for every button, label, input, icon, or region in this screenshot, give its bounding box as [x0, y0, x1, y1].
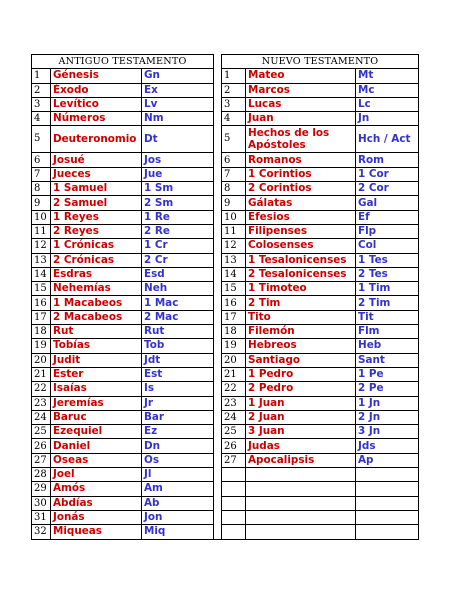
old-book-name: 1 Macabeos — [51, 296, 142, 310]
table-row — [32, 339, 419, 353]
old-book-name: 2 Reyes — [51, 224, 142, 238]
table-row — [32, 112, 419, 126]
old-book-number: 6 — [32, 153, 51, 167]
column-gap — [214, 396, 222, 410]
new-book-name: Filemón — [246, 325, 356, 339]
new-book-abbr: 2 Pe — [356, 382, 419, 396]
table-row — [32, 239, 419, 253]
new-book-number: 16 — [222, 296, 246, 310]
old-book-abbr: Am — [142, 482, 214, 496]
empty-cell — [356, 468, 419, 482]
new-book-number: 10 — [222, 210, 246, 224]
old-book-name: Isaías — [51, 382, 142, 396]
empty-cell — [356, 525, 419, 539]
old-book-name: 1 Samuel — [51, 182, 142, 196]
old-book-number: 13 — [32, 253, 51, 267]
old-book-abbr: Jon — [142, 510, 214, 524]
new-book-name: Filipenses — [246, 224, 356, 238]
old-book-number: 29 — [32, 482, 51, 496]
new-book-number: 1 — [222, 69, 246, 83]
old-book-abbr: 2 Cr — [142, 253, 214, 267]
old-book-name: Oseas — [51, 453, 142, 467]
old-book-name: Amós — [51, 482, 142, 496]
column-gap — [214, 282, 222, 296]
old-book-abbr: Lv — [142, 97, 214, 111]
new-book-name: 1 Timoteo — [246, 282, 356, 296]
column-gap — [214, 267, 222, 281]
old-book-number: 22 — [32, 382, 51, 396]
table-row — [32, 167, 419, 181]
new-book-name: 2 Pedro — [246, 382, 356, 396]
column-gap — [214, 55, 222, 69]
old-book-name: Ezequiel — [51, 425, 142, 439]
table-row — [32, 253, 419, 267]
old-book-number: 21 — [32, 367, 51, 381]
column-gap — [214, 482, 222, 496]
table-row — [32, 267, 419, 281]
old-book-name: Nehemías — [51, 282, 142, 296]
empty-cell — [222, 482, 246, 496]
old-book-abbr: 1 Mac — [142, 296, 214, 310]
table-row — [32, 468, 419, 482]
table-row — [32, 453, 419, 467]
column-gap — [214, 69, 222, 83]
column-gap — [214, 224, 222, 238]
column-gap — [214, 367, 222, 381]
table-row — [32, 282, 419, 296]
new-book-name: Tito — [246, 310, 356, 324]
new-book-number: 20 — [222, 353, 246, 367]
old-book-number: 32 — [32, 525, 51, 539]
new-book-number: 14 — [222, 267, 246, 281]
old-book-abbr: Ez — [142, 425, 214, 439]
old-book-name: 2 Crónicas — [51, 253, 142, 267]
old-book-name: 1 Crónicas — [51, 239, 142, 253]
new-book-abbr: Rom — [356, 153, 419, 167]
empty-cell — [246, 482, 356, 496]
old-book-name: Josué — [51, 153, 142, 167]
new-book-abbr: Mt — [356, 69, 419, 83]
new-book-name: 2 Juan — [246, 410, 356, 424]
old-book-name: Joel — [51, 468, 142, 482]
books-table-body — [32, 55, 419, 540]
empty-cell — [222, 525, 246, 539]
column-gap — [214, 126, 222, 153]
table-row — [32, 425, 419, 439]
table-row — [32, 439, 419, 453]
old-book-abbr: Jr — [142, 396, 214, 410]
old-book-abbr: 1 Sm — [142, 182, 214, 196]
new-book-number: 12 — [222, 239, 246, 253]
new-book-number: 15 — [222, 282, 246, 296]
new-book-name: Colosenses — [246, 239, 356, 253]
old-book-abbr: Miq — [142, 525, 214, 539]
new-book-abbr: 3 Jn — [356, 425, 419, 439]
column-gap — [214, 325, 222, 339]
new-book-abbr: Mc — [356, 83, 419, 97]
new-book-abbr: 1 Jn — [356, 396, 419, 410]
old-book-number: 19 — [32, 339, 51, 353]
table-row — [32, 510, 419, 524]
old-book-abbr: Bar — [142, 410, 214, 424]
old-book-abbr: Rut — [142, 325, 214, 339]
new-book-abbr: Lc — [356, 97, 419, 111]
old-book-abbr: Jl — [142, 468, 214, 482]
column-gap — [214, 253, 222, 267]
old-book-abbr: Jos — [142, 153, 214, 167]
old-book-abbr: 2 Re — [142, 224, 214, 238]
old-book-name: Éxodo — [51, 83, 142, 97]
old-book-number: 27 — [32, 453, 51, 467]
new-testament-header: NUEVO TESTAMENTO — [222, 55, 419, 69]
table-row — [32, 97, 419, 111]
new-book-abbr: Hch / Act — [356, 126, 419, 153]
new-book-name: Juan — [246, 112, 356, 126]
new-book-name: 1 Juan — [246, 396, 356, 410]
new-book-abbr: Sant — [356, 353, 419, 367]
old-book-name: Jeremías — [51, 396, 142, 410]
new-book-number: 27 — [222, 453, 246, 467]
new-book-number: 19 — [222, 339, 246, 353]
old-book-number: 17 — [32, 310, 51, 324]
column-gap — [214, 468, 222, 482]
old-book-abbr: Neh — [142, 282, 214, 296]
new-book-name: 2 Tim — [246, 296, 356, 310]
empty-cell — [246, 496, 356, 510]
table-row — [32, 296, 419, 310]
new-book-name: Lucas — [246, 97, 356, 111]
table-row — [32, 224, 419, 238]
table-row — [32, 396, 419, 410]
new-book-name: Marcos — [246, 83, 356, 97]
new-book-name: 2 Corintios — [246, 182, 356, 196]
table-row — [32, 126, 419, 153]
empty-cell — [222, 468, 246, 482]
column-gap — [214, 182, 222, 196]
new-book-name: Apocalipsis — [246, 453, 356, 467]
old-book-name: 1 Reyes — [51, 210, 142, 224]
empty-cell — [356, 482, 419, 496]
old-book-name: Números — [51, 112, 142, 126]
empty-cell — [356, 496, 419, 510]
column-gap — [214, 410, 222, 424]
column-gap — [214, 310, 222, 324]
column-gap — [214, 496, 222, 510]
old-book-abbr: Ab — [142, 496, 214, 510]
new-book-abbr: 2 Jn — [356, 410, 419, 424]
new-book-number: 3 — [222, 97, 246, 111]
old-book-abbr: Dn — [142, 439, 214, 453]
old-book-number: 11 — [32, 224, 51, 238]
new-book-abbr: Flp — [356, 224, 419, 238]
column-gap — [214, 153, 222, 167]
column-gap — [214, 510, 222, 524]
column-gap — [214, 439, 222, 453]
new-book-name: 1 Pedro — [246, 367, 356, 381]
books-table — [31, 54, 419, 540]
column-gap — [214, 525, 222, 539]
old-book-abbr: Dt — [142, 126, 214, 153]
column-gap — [214, 339, 222, 353]
new-book-abbr: 2 Tes — [356, 267, 419, 281]
column-gap — [214, 167, 222, 181]
old-book-abbr: Jue — [142, 167, 214, 181]
new-book-abbr: Ef — [356, 210, 419, 224]
table-row — [32, 182, 419, 196]
new-book-abbr: 1 Tim — [356, 282, 419, 296]
old-book-name: Jueces — [51, 167, 142, 181]
new-book-name: 1 Tesalonicenses — [246, 253, 356, 267]
new-book-number: 13 — [222, 253, 246, 267]
old-book-abbr: Tob — [142, 339, 214, 353]
old-book-number: 7 — [32, 167, 51, 181]
old-book-number: 9 — [32, 196, 51, 210]
old-book-name: Levítico — [51, 97, 142, 111]
table-row — [32, 496, 419, 510]
old-book-abbr: 2 Sm — [142, 196, 214, 210]
old-book-name: Baruc — [51, 410, 142, 424]
table-row — [32, 367, 419, 381]
new-book-abbr: Ap — [356, 453, 419, 467]
new-book-name: Romanos — [246, 153, 356, 167]
old-book-name: Daniel — [51, 439, 142, 453]
old-book-number: 15 — [32, 282, 51, 296]
table-row — [32, 69, 419, 83]
new-book-name: 1 Corintios — [246, 167, 356, 181]
new-book-number: 24 — [222, 410, 246, 424]
new-book-number: 18 — [222, 325, 246, 339]
old-book-name: Ester — [51, 367, 142, 381]
new-book-number: 9 — [222, 196, 246, 210]
column-gap — [214, 97, 222, 111]
column-gap — [214, 239, 222, 253]
new-book-number: 17 — [222, 310, 246, 324]
old-book-number: 16 — [32, 296, 51, 310]
new-book-number: 6 — [222, 153, 246, 167]
table-row — [32, 525, 419, 539]
old-book-name: Rut — [51, 325, 142, 339]
new-book-abbr: 1 Cor — [356, 167, 419, 181]
new-book-name: 3 Juan — [246, 425, 356, 439]
old-book-number: 5 — [32, 126, 51, 153]
old-book-abbr: Ex — [142, 83, 214, 97]
old-book-name: Jonás — [51, 510, 142, 524]
new-book-abbr: 2 Cor — [356, 182, 419, 196]
new-book-name: Gálatas — [246, 196, 356, 210]
old-book-number: 30 — [32, 496, 51, 510]
new-book-abbr: Heb — [356, 339, 419, 353]
new-book-number: 11 — [222, 224, 246, 238]
empty-cell — [246, 525, 356, 539]
empty-cell — [246, 468, 356, 482]
table-row — [32, 482, 419, 496]
new-book-name: Efesios — [246, 210, 356, 224]
old-book-number: 28 — [32, 468, 51, 482]
old-book-number: 10 — [32, 210, 51, 224]
old-book-name: 2 Macabeos — [51, 310, 142, 324]
old-book-name: Génesis — [51, 69, 142, 83]
old-book-abbr: Is — [142, 382, 214, 396]
old-book-name: Abdías — [51, 496, 142, 510]
old-book-name: 2 Samuel — [51, 196, 142, 210]
table-row — [32, 353, 419, 367]
old-book-number: 20 — [32, 353, 51, 367]
new-book-number: 21 — [222, 367, 246, 381]
column-gap — [214, 210, 222, 224]
old-book-number: 8 — [32, 182, 51, 196]
old-book-abbr: 1 Cr — [142, 239, 214, 253]
old-book-number: 25 — [32, 425, 51, 439]
table-row — [32, 382, 419, 396]
new-book-abbr: 1 Tes — [356, 253, 419, 267]
new-book-number: 5 — [222, 126, 246, 153]
new-book-number: 4 — [222, 112, 246, 126]
column-gap — [214, 296, 222, 310]
column-gap — [214, 83, 222, 97]
table-row — [32, 153, 419, 167]
new-book-name: Judas — [246, 439, 356, 453]
old-book-name: Esdras — [51, 267, 142, 281]
new-book-number: 25 — [222, 425, 246, 439]
new-book-number: 7 — [222, 167, 246, 181]
old-book-name: Miqueas — [51, 525, 142, 539]
new-book-number: 22 — [222, 382, 246, 396]
new-book-name: Santiago — [246, 353, 356, 367]
old-book-number: 24 — [32, 410, 51, 424]
table-row — [32, 196, 419, 210]
new-book-abbr: Tit — [356, 310, 419, 324]
empty-cell — [222, 510, 246, 524]
old-book-abbr: 2 Mac — [142, 310, 214, 324]
new-book-abbr: Jds — [356, 439, 419, 453]
new-book-name: Mateo — [246, 69, 356, 83]
old-book-number: 12 — [32, 239, 51, 253]
table-row — [32, 210, 419, 224]
old-book-abbr: Os — [142, 453, 214, 467]
column-gap — [214, 196, 222, 210]
old-book-abbr: 1 Re — [142, 210, 214, 224]
empty-cell — [356, 510, 419, 524]
table-row — [32, 410, 419, 424]
new-book-number: 26 — [222, 439, 246, 453]
new-book-number: 23 — [222, 396, 246, 410]
new-book-name: Hebreos — [246, 339, 356, 353]
old-book-number: 3 — [32, 97, 51, 111]
new-book-name: Hechos de los Apóstoles — [246, 126, 356, 153]
old-book-number: 23 — [32, 396, 51, 410]
old-book-number: 14 — [32, 267, 51, 281]
empty-cell — [222, 496, 246, 510]
column-gap — [214, 112, 222, 126]
new-book-abbr: 1 Pe — [356, 367, 419, 381]
new-book-number: 2 — [222, 83, 246, 97]
table-row — [32, 325, 419, 339]
new-book-abbr: Flm — [356, 325, 419, 339]
column-gap — [214, 425, 222, 439]
old-book-name: Judit — [51, 353, 142, 367]
old-book-abbr: Jdt — [142, 353, 214, 367]
old-book-name: Deuteronomio — [51, 126, 142, 153]
old-book-number: 4 — [32, 112, 51, 126]
column-gap — [214, 353, 222, 367]
old-book-number: 18 — [32, 325, 51, 339]
table-row — [32, 310, 419, 324]
column-gap — [214, 382, 222, 396]
old-book-number: 26 — [32, 439, 51, 453]
old-book-number: 1 — [32, 69, 51, 83]
old-book-abbr: Esd — [142, 267, 214, 281]
new-book-number: 8 — [222, 182, 246, 196]
old-book-abbr: Nm — [142, 112, 214, 126]
column-gap — [214, 453, 222, 467]
new-book-abbr: Jn — [356, 112, 419, 126]
new-book-abbr: 2 Tim — [356, 296, 419, 310]
old-book-abbr: Est — [142, 367, 214, 381]
table-row — [32, 83, 419, 97]
old-book-abbr: Gn — [142, 69, 214, 83]
old-testament-header: ANTIGUO TESTAMENTO — [32, 55, 214, 69]
header-row — [32, 55, 419, 69]
old-book-name: Tobías — [51, 339, 142, 353]
new-book-name: 2 Tesalonicenses — [246, 267, 356, 281]
old-book-number: 31 — [32, 510, 51, 524]
empty-cell — [246, 510, 356, 524]
old-book-number: 2 — [32, 83, 51, 97]
new-book-abbr: Gal — [356, 196, 419, 210]
new-book-abbr: Col — [356, 239, 419, 253]
